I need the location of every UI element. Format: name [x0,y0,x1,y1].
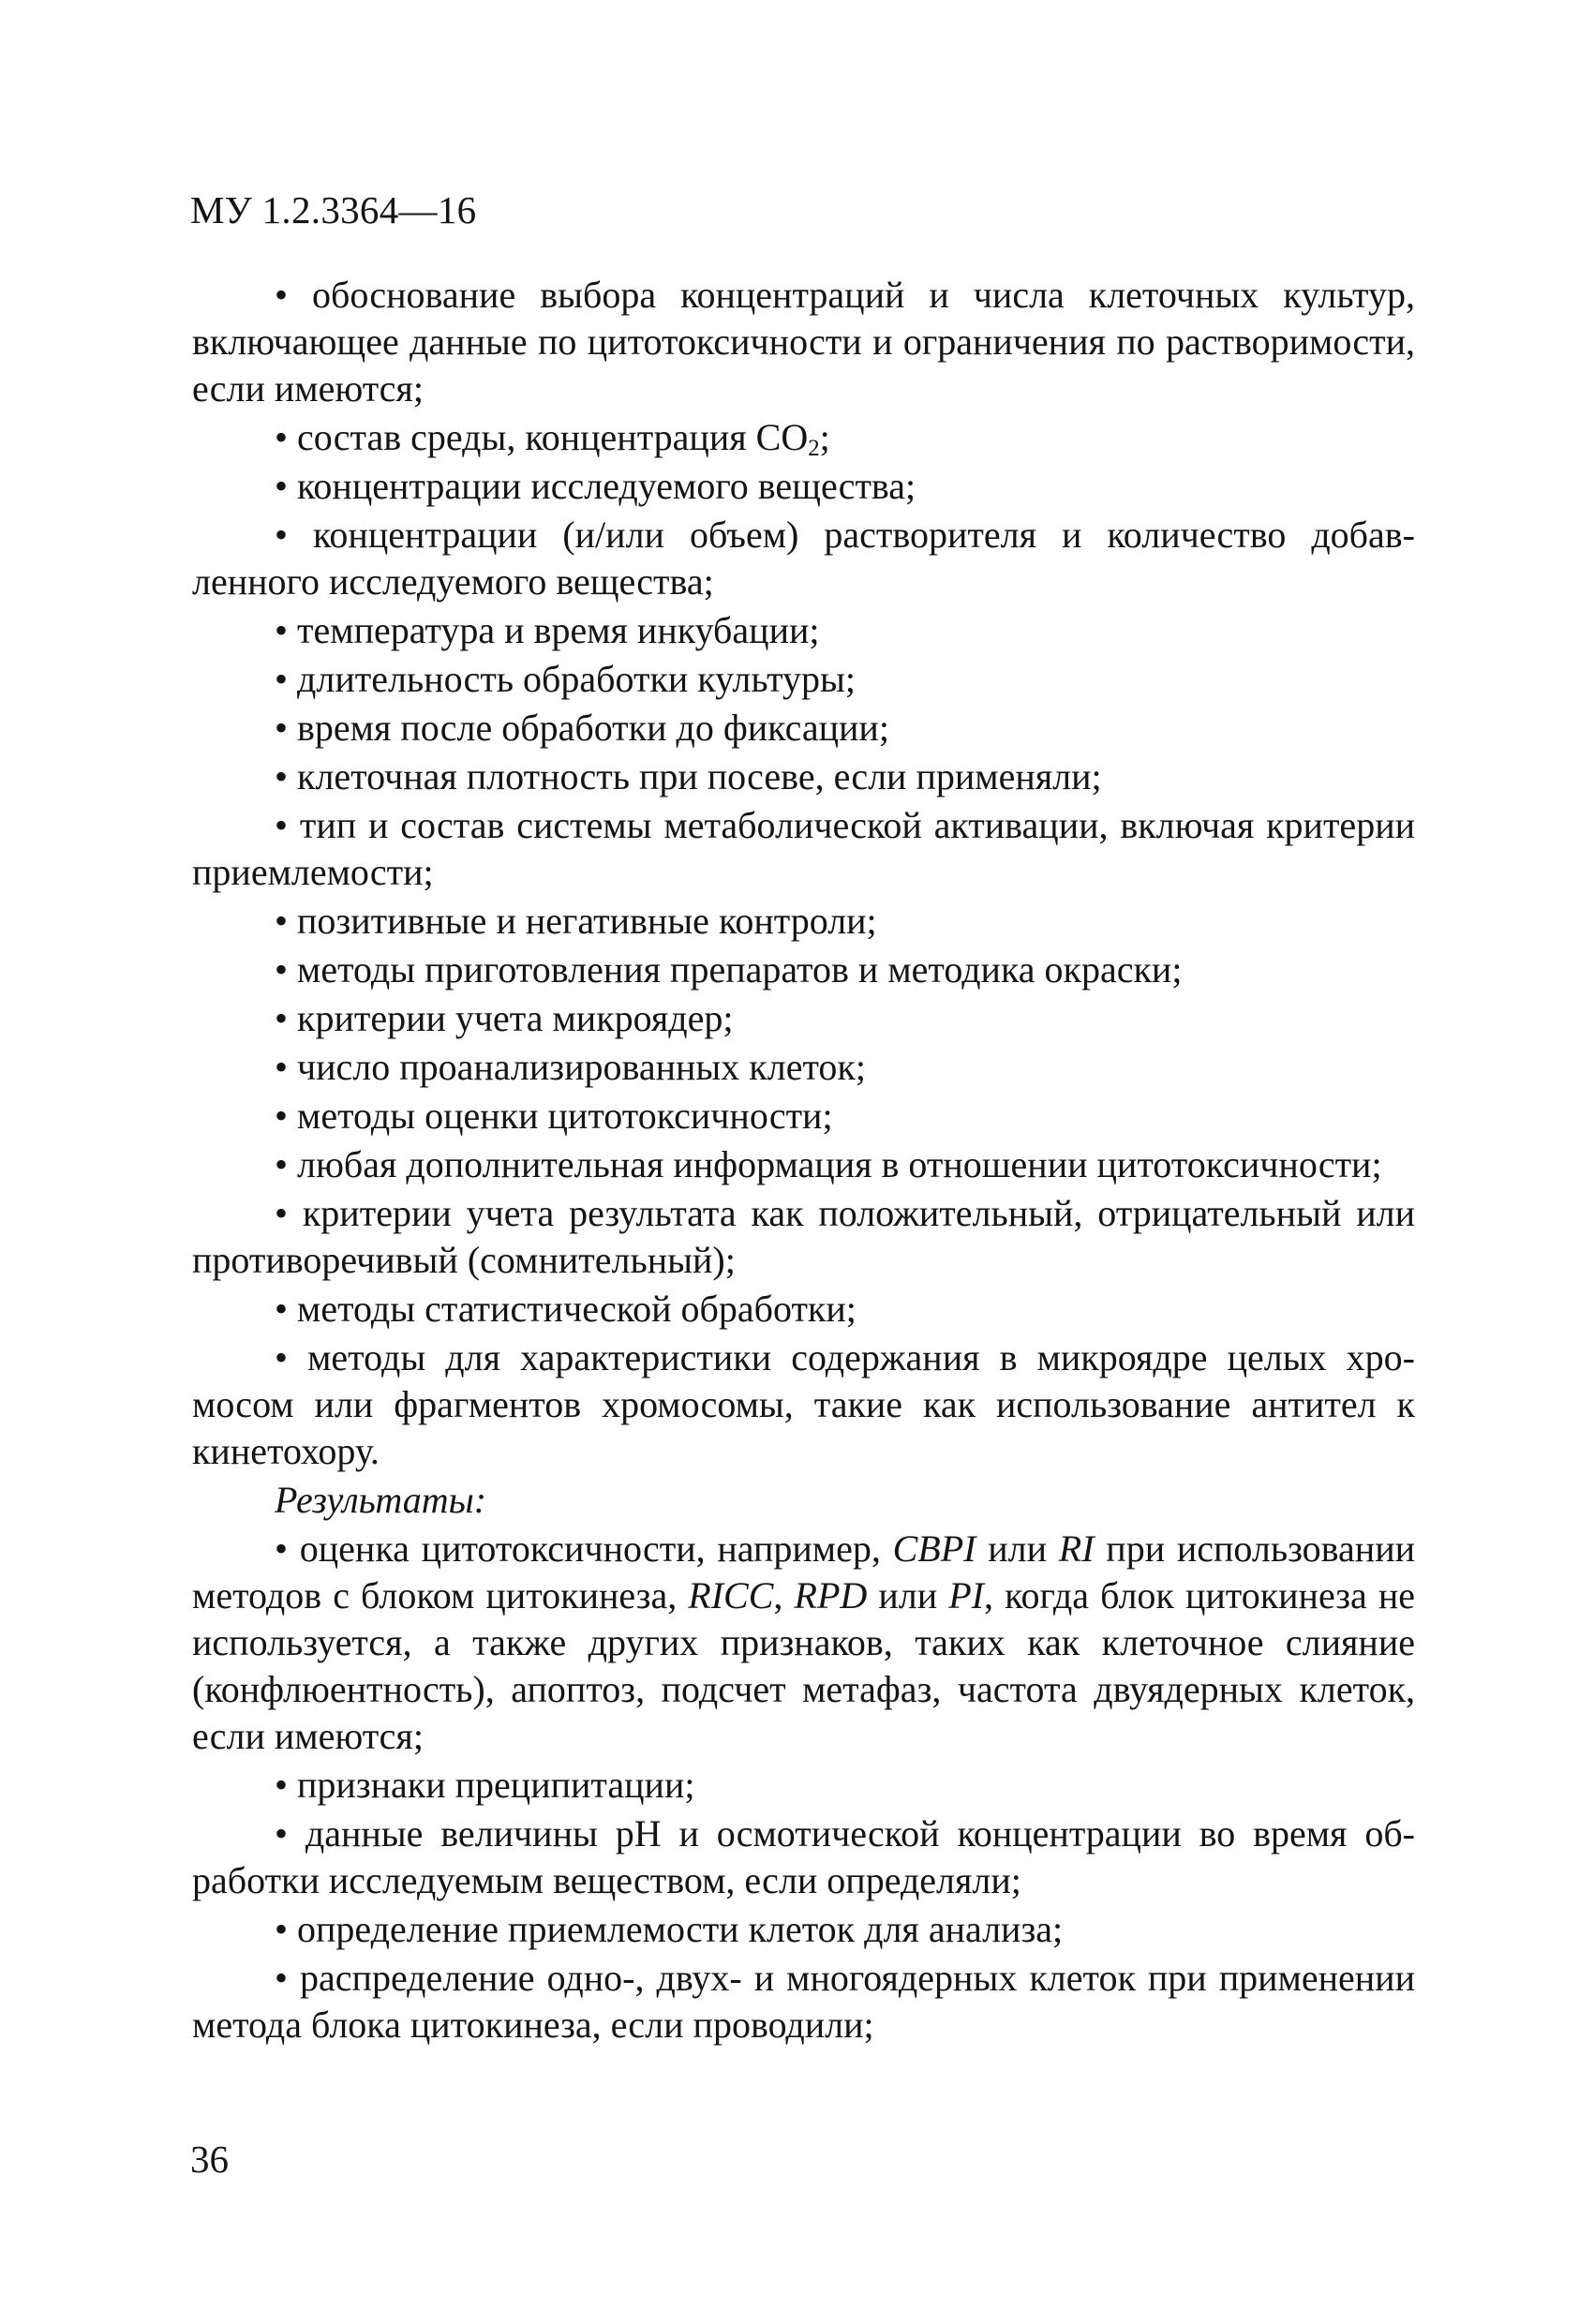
list-item: • критерии учета микроядер; [192,995,1415,1042]
list-item: • позитивные и негативные контроли; [192,898,1415,945]
results-text: оценка цитотоксичности, например, [299,1527,893,1570]
list-item: • методы для характеристики содержания в микроядре целых хромосом или фрагментов хромосомы, такие как использование антител к кинетохору. [192,1334,1415,1475]
results-item: • признаки преципитации; [192,1762,1415,1809]
list-item: • число проанализированных клеток; [192,1044,1415,1091]
list-item: • температура и время инкубации; [192,607,1415,654]
list-item: • длительность обработки культуры; [192,656,1415,703]
list-item: • методы оценки цитотоксичности; [192,1093,1415,1140]
results-text: , [773,1574,795,1616]
page-number: 36 [190,2138,229,2181]
list-item: • критерии учета результата как положительный, отрицательный или противоречивый (сомнительный); [192,1190,1415,1284]
abbrev-ricc: RICC [688,1574,774,1616]
abbrev-cbpi: CBPI [892,1527,976,1570]
results-text: при использовании методов с блоком цитокинеза, [192,1527,1415,1616]
running-header: МУ 1.2.3364—16 [190,188,477,231]
results-item: • определение приемлемости клеток для анализа; [192,1906,1415,1953]
co2-text: состав среды, концентрация CO [297,416,809,458]
results-text: , когда блок цитокинеза не используется, а также других признаков, таких как клеточное слияние (конфлюентность), апоптоз, подсчет метафаз, частота двуядерных клеток, если имеются; [192,1574,1415,1757]
list-item: • обоснование выбора концентраций и числа клеточных культур, включающее данные по цитотоксичности и ограничения по растворимости, если имеются; [192,272,1415,412]
list-item: • время после обработки до фиксации; [192,705,1415,752]
results-text: или [976,1527,1059,1570]
co2-text-end: ; [819,416,830,458]
abbrev-rpd: RPD [794,1574,868,1616]
list-item-co2 [192,414,1415,461]
results-text: или [867,1574,949,1616]
list-item: • концентрации (и/или объем) растворителя и количество добавленного исследуемого вещества; [192,512,1415,605]
list-item: • методы статистической обработки; [192,1286,1415,1333]
abbrev-pi: PI [948,1574,984,1616]
abbrev-ri: RI [1058,1527,1095,1570]
results-item: • распределение одно-, двух- и многоядерных клеток при применении метода блока цитокинеза, если проводили; [192,1955,1415,2048]
list-item: • тип и состав системы метаболической активации, включая критерии приемлемости; [192,802,1415,896]
results-item: • данные величины pH и осмотической концентрации во время обработки исследуемым веществом, если определяли; [192,1810,1415,1904]
page-body [192,272,1415,2050]
list-item: • концентрации исследуемого вещества; [192,463,1415,510]
results-item-cytotoxicity [192,1526,1415,1760]
list-item: • методы приготовления препаратов и методика окраски; [192,946,1415,993]
results-heading: Результаты: [275,1479,487,1521]
co2-subscript: 2 [808,436,820,461]
list-item: • клеточная плотность при посеве, если применяли; [192,753,1415,800]
list-item: • любая дополнительная информация в отношении цитотоксичности; [192,1141,1415,1188]
